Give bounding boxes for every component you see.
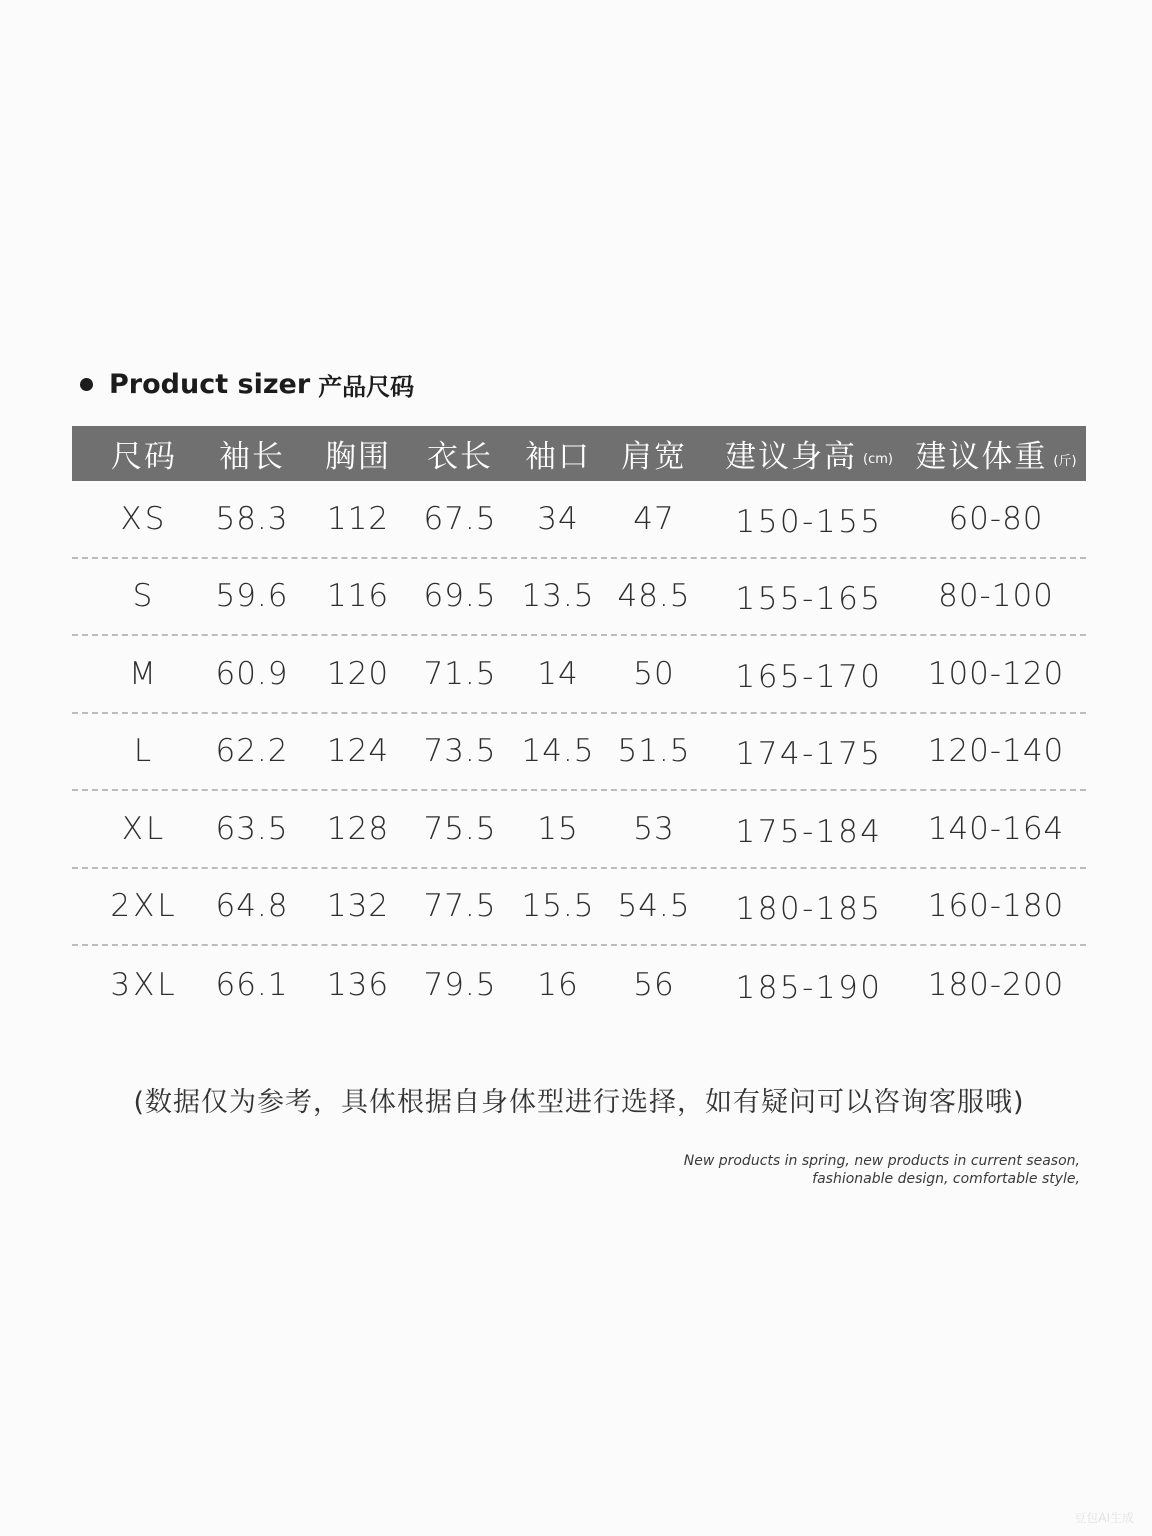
cell-cuff: 13.5 bbox=[521, 578, 595, 615]
tagline-line-2: fashionable design, comfortable style, bbox=[812, 1171, 1080, 1187]
cell-sleeve-length: 58.3 bbox=[215, 500, 289, 537]
section-title-en: Product sizer bbox=[109, 368, 311, 400]
cell-shoulder-width: 48.5 bbox=[617, 578, 691, 615]
cell-recommended-height: 155-165 bbox=[735, 581, 883, 618]
cell-cuff: 34 bbox=[537, 500, 579, 537]
cell-recommended-height: 185-190 bbox=[735, 969, 883, 1006]
header-body-length: 衣长 bbox=[427, 439, 493, 475]
cell-body-length: 67.5 bbox=[423, 500, 497, 537]
cell-size: 2XL bbox=[110, 888, 178, 925]
cell-shoulder-width: 53 bbox=[633, 810, 675, 847]
product-tagline bbox=[684, 1152, 1080, 1188]
cell-body-length: 73.5 bbox=[423, 733, 497, 770]
cell-recommended-weight: 140-164 bbox=[927, 810, 1065, 847]
cell-recommended-weight: 180-200 bbox=[927, 966, 1065, 1003]
cell-chest: 128 bbox=[326, 810, 390, 847]
cell-body-length: 79.5 bbox=[423, 966, 497, 1003]
header-sleeve-length: 袖长 bbox=[219, 439, 285, 475]
cell-cuff: 14 bbox=[537, 655, 579, 692]
cell-recommended-weight: 100-120 bbox=[927, 655, 1065, 692]
cell-chest: 124 bbox=[326, 733, 390, 770]
header-chest: 胸围 bbox=[325, 439, 391, 475]
cell-size: L bbox=[133, 733, 155, 770]
cell-cuff: 14.5 bbox=[521, 733, 595, 770]
cell-chest: 120 bbox=[326, 655, 390, 692]
cell-chest: 136 bbox=[326, 966, 390, 1003]
cell-size: 3XL bbox=[110, 966, 178, 1003]
cell-cuff: 15 bbox=[537, 810, 579, 847]
cell-chest: 112 bbox=[326, 500, 390, 537]
table-row bbox=[72, 946, 1086, 1024]
header-recommended-weight: 建议体重 (斤) bbox=[915, 439, 1077, 475]
cell-sleeve-length: 64.8 bbox=[215, 888, 289, 925]
cell-sleeve-length: 63.5 bbox=[215, 810, 289, 847]
table-row bbox=[72, 636, 1086, 714]
cell-body-length: 69.5 bbox=[423, 578, 497, 615]
cell-recommended-weight: 80-100 bbox=[938, 578, 1054, 615]
cell-recommended-weight: 160-180 bbox=[927, 888, 1065, 925]
cell-shoulder-width: 54.5 bbox=[617, 888, 691, 925]
table-header-row bbox=[72, 426, 1086, 481]
cell-shoulder-width: 51.5 bbox=[617, 733, 691, 770]
ai-watermark: 豆包AI生成 bbox=[1074, 1511, 1134, 1525]
cell-sleeve-length: 66.1 bbox=[215, 966, 289, 1003]
cell-cuff: 16 bbox=[537, 966, 579, 1003]
cell-size: S bbox=[132, 578, 156, 615]
cell-body-length: 71.5 bbox=[423, 655, 497, 692]
reference-footnote: (数据仅为参考，具体根据自身体型进行选择，如有疑问可以咨询客服哦) bbox=[133, 1087, 1025, 1118]
cell-size: XL bbox=[121, 810, 167, 847]
cell-chest: 116 bbox=[326, 578, 390, 615]
cell-recommended-height: 180-185 bbox=[735, 891, 883, 928]
tagline-line-1: New products in spring, new products in current season, bbox=[683, 1153, 1080, 1169]
table-row bbox=[72, 791, 1086, 869]
header-cuff: 袖口 bbox=[525, 439, 591, 475]
cell-body-length: 77.5 bbox=[423, 888, 497, 925]
cell-sleeve-length: 59.6 bbox=[215, 578, 289, 615]
cell-recommended-height: 165-170 bbox=[735, 658, 883, 695]
table-row bbox=[72, 869, 1086, 947]
cell-size: M bbox=[129, 655, 159, 692]
cell-recommended-height: 174-175 bbox=[735, 736, 883, 773]
cell-shoulder-width: 47 bbox=[633, 500, 675, 537]
cell-body-length: 75.5 bbox=[423, 810, 497, 847]
cell-recommended-weight: 60-80 bbox=[948, 500, 1044, 537]
section-title-cn: 产品尺码 bbox=[318, 372, 415, 401]
cell-shoulder-width: 50 bbox=[633, 655, 675, 692]
header-shoulder-width: 肩宽 bbox=[621, 439, 687, 475]
section-title bbox=[80, 362, 414, 406]
header-size: 尺码 bbox=[111, 439, 177, 475]
cell-shoulder-width: 56 bbox=[633, 966, 675, 1003]
cell-sleeve-length: 60.9 bbox=[215, 655, 289, 692]
table-row bbox=[72, 481, 1086, 559]
bullet-dot-icon bbox=[80, 378, 93, 391]
table-row bbox=[72, 559, 1086, 637]
cell-chest: 132 bbox=[326, 888, 390, 925]
cell-cuff: 15.5 bbox=[521, 888, 595, 925]
cell-recommended-weight: 120-140 bbox=[927, 733, 1065, 770]
table-row bbox=[72, 714, 1086, 792]
cell-size: XS bbox=[120, 500, 168, 537]
cell-recommended-height: 175-184 bbox=[735, 813, 883, 850]
cell-recommended-height: 150-155 bbox=[735, 503, 883, 540]
cell-sleeve-length: 62.2 bbox=[215, 733, 289, 770]
header-recommended-height: 建议身高 (cm) bbox=[725, 439, 893, 475]
size-chart-table bbox=[72, 426, 1086, 1024]
